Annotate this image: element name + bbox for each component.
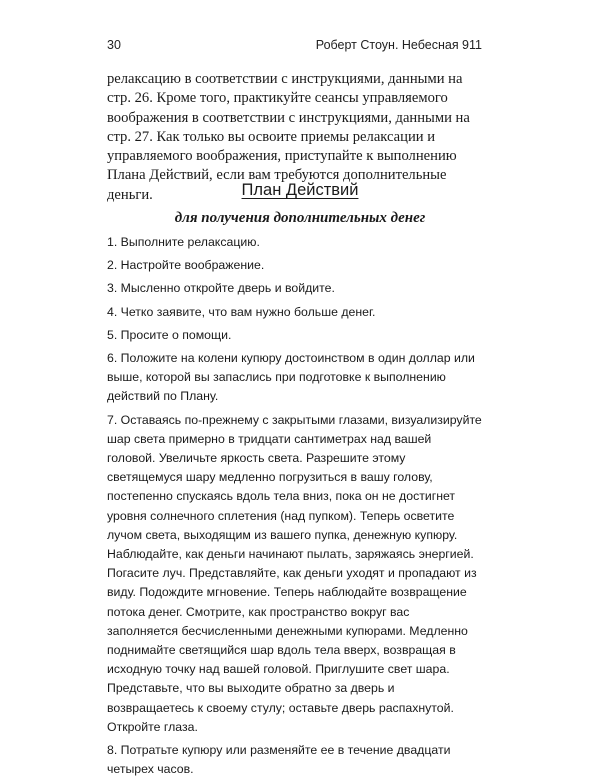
plan-step: 5. Просите о помощи. (107, 327, 232, 342)
plan-steps-list (107, 233, 483, 783)
plan-step: 2. Настройте воображение. (107, 258, 265, 273)
plan-step: 8. Потратьте купюру или разменяйте ее в течение двадцати четырех часов. (107, 743, 451, 777)
intro-paragraph: релаксацию в соответствии с инструкциями, данными на стр. 26. Кроме того, практикуйте сеансы управляемого воображения в соответствии с инструкциями, данными на стр. 27. Как только вы освоите приемы релаксации и управляемого воображения, приступайте к выполнению Плана Действий, если вам требуются дополнительные деньги. (107, 71, 470, 203)
running-header (107, 38, 482, 52)
plan-heading (0, 181, 600, 200)
plan-step: 1. Выполните релаксацию. (107, 235, 260, 249)
page-number: 30 (107, 38, 121, 52)
plan-step: 6. Положите на колени купюру достоинством в один доллар или выше, которой вы запаслись при подготовке к выполнению действий по Плану. (107, 351, 475, 404)
plan-title: План Действий (241, 181, 359, 199)
plan-subtitle: для получения дополнительных денег (174, 210, 426, 226)
running-title: Роберт Стоун. Небесная 911 (315, 38, 482, 52)
plan-step: 7. Оставаясь по-прежнему с закрытыми глазами, визуализируйте шар света примерно в тридцати сантиметрах над вашей головой. Увеличьте яркость света. Разрешите этому светящемуся шару медленно погрузиться в вашу голову, постепенно спускаясь вдоль тела вниз, пока он не достигнет уровня солнечного сплетения (над пупком). Теперь осветите лучом света, выходящим из вашего пупка, денежную купюру. Наблюдайте, как деньги начинают пылать, заряжаясь энергией. Погасите луч. Представляйте, как деньги уходят и пропадают из виду. Подождите мгновение. Теперь наблюдайте возвращение потока денег. Смотрите, как пространство вокруг вас заполняется бесчисленными денежными купюрами. Медленно поднимайте светящийся шар вдоль тела вверх, возвращая в исходную точку над вашей головой. Приглушите свет шара. Представьте, что вы выходите обратно за дверь и возвращаетесь к своему стулу; оставьте дверь распахнутой. Откройте глаза. (107, 412, 482, 734)
plan-step: 4. Четко заявите, что вам нужно больше денег. (107, 304, 376, 319)
plan-step: 3. Мысленно откройте дверь и войдите. (107, 281, 335, 296)
